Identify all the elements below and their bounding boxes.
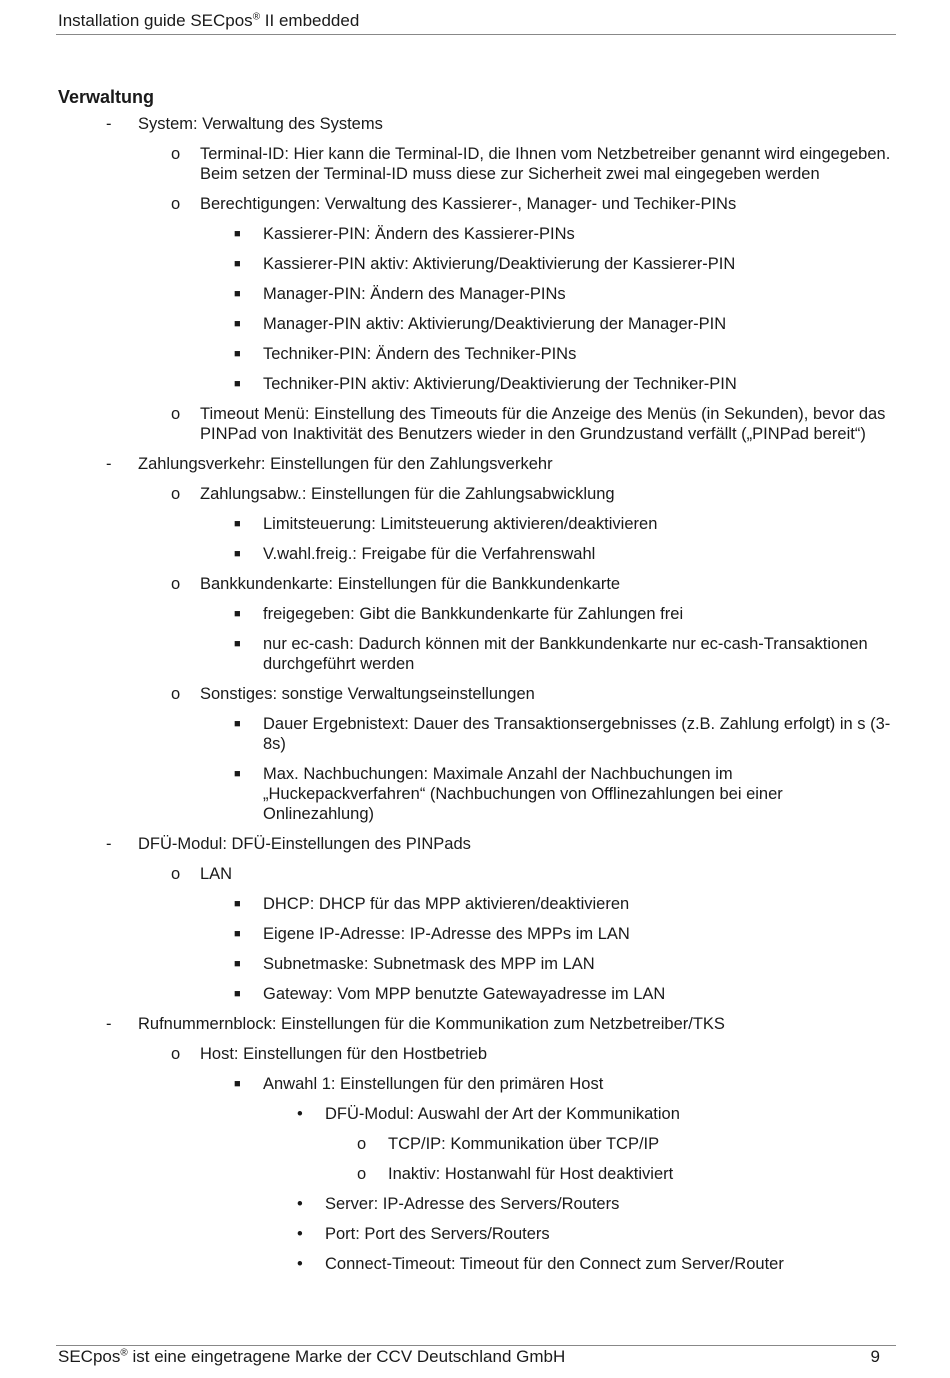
list-item: [0, 224, 950, 244]
header-prefix: Installation guide SECpos: [58, 11, 253, 30]
list-item-text: Timeout Menü: Einstellung des Timeouts für die Anzeige des Menüs (in Sekunden), bevor das PINPad von Inaktivität des Benutzers wieder in den Grundzustand verfällt („PINPad bereit“): [200, 405, 886, 443]
list-item: [0, 404, 950, 444]
list-marker: o: [171, 865, 181, 883]
list-item: [0, 834, 950, 854]
list-marker: o: [171, 1045, 181, 1063]
list-item-text: Anwahl 1: Einstellungen für den primären Host: [263, 1075, 604, 1093]
list-item-text: Host: Einstellungen für den Hostbetrieb: [200, 1045, 488, 1063]
list-item-text: Zahlungsabw.: Einstellungen für die Zahlungsabwicklung: [200, 485, 615, 503]
list-item-text: Eigene IP-Adresse: IP-Adresse des MPPs im LAN: [263, 925, 630, 943]
list-marker: ■: [234, 548, 241, 560]
header-suffix: II embedded: [260, 11, 360, 30]
list-marker: ■: [234, 638, 241, 650]
list-item-text: Techniker-PIN aktiv: Aktivierung/Deaktivierung der Techniker-PIN: [263, 375, 737, 393]
list-marker: ■: [234, 898, 241, 910]
list-marker: ■: [234, 378, 241, 390]
list-item-text: Manager-PIN: Ändern des Manager-PINs: [263, 285, 566, 303]
list-marker: o: [171, 405, 181, 423]
footer-divider: [56, 1345, 896, 1346]
list-item: [0, 634, 950, 674]
list-item-text: V.wahl.freig.: Freigabe für die Verfahrenswahl: [263, 545, 596, 563]
list-item-text: nur ec-cash: Dadurch können mit der Bankkundenkarte nur ec-cash-Transaktionen durchgeführt werden: [263, 635, 868, 673]
list-marker: •: [297, 1105, 303, 1123]
list-marker: ■: [234, 608, 241, 620]
list-marker: ■: [234, 228, 241, 240]
list-item-text: Sonstiges: sonstige Verwaltungseinstellungen: [200, 685, 535, 703]
list-item: [0, 604, 950, 624]
list-marker: •: [297, 1255, 303, 1273]
list-item: [0, 1074, 950, 1094]
list-item: [0, 454, 950, 474]
list-item: [0, 864, 950, 884]
list-item: [0, 284, 950, 304]
list-item: [0, 514, 950, 534]
list-item-text: Gateway: Vom MPP benutzte Gatewayadresse im LAN: [263, 985, 666, 1003]
list-item: [0, 714, 950, 754]
list-item-text: DHCP: DHCP für das MPP aktivieren/deaktivieren: [263, 895, 630, 913]
list-item: [0, 1224, 950, 1244]
page-number: 9: [870, 1347, 880, 1366]
list-item: [0, 1254, 950, 1274]
list-item: [0, 344, 950, 364]
document-body: [0, 114, 950, 1284]
footer-prefix: SECpos: [58, 1347, 121, 1366]
list-item-text: Connect-Timeout: Timeout für den Connect zum Server/Router: [325, 1255, 784, 1273]
registered-mark: ®: [252, 11, 261, 23]
list-marker: ■: [234, 988, 241, 1000]
footer-suffix: ist eine eingetragene Marke der CCV Deutschland GmbH: [127, 1347, 566, 1366]
list-marker: o: [171, 685, 181, 703]
list-item-text: Server: IP-Adresse des Servers/Routers: [325, 1195, 620, 1213]
list-item: [0, 194, 950, 214]
list-item-text: DFÜ-Modul: DFÜ-Einstellungen des PINPads: [138, 835, 471, 853]
list-item-text: TCP/IP: Kommunikation über TCP/IP: [388, 1135, 660, 1153]
list-item: [0, 374, 950, 394]
list-marker: ■: [234, 928, 241, 940]
list-marker: ■: [234, 288, 241, 300]
list-item: [0, 894, 950, 914]
list-marker: o: [357, 1165, 367, 1183]
list-marker: -: [106, 835, 112, 853]
list-item-text: freigegeben: Gibt die Bankkundenkarte für Zahlungen frei: [263, 605, 684, 623]
list-item: [0, 1194, 950, 1214]
list-item-text: Berechtigungen: Verwaltung des Kassierer-, Manager- und Techiker-PINs: [200, 195, 737, 213]
header-divider: [56, 34, 896, 35]
list-marker: ■: [234, 318, 241, 330]
page-footer: [58, 1347, 565, 1367]
list-item: [0, 544, 950, 564]
registered-mark: ®: [120, 1347, 128, 1359]
list-item: [0, 114, 950, 134]
list-item: [0, 144, 950, 184]
list-item-text: Dauer Ergebnistext: Dauer des Transaktionsergebnisses (z.B. Zahlung erfolgt) in s (3-8s): [263, 715, 891, 753]
list-marker: •: [297, 1225, 303, 1243]
list-marker: -: [106, 455, 112, 473]
list-item: [0, 924, 950, 944]
list-item-text: Zahlungsverkehr: Einstellungen für den Zahlungsverkehr: [138, 455, 553, 473]
list-item: [0, 254, 950, 274]
list-marker: ■: [234, 718, 241, 730]
list-item-text: Rufnummernblock: Einstellungen für die Kommunikation zum Netzbetreiber/TKS: [138, 1015, 725, 1033]
list-marker: •: [297, 1195, 303, 1213]
list-item-text: Kassierer-PIN: Ändern des Kassierer-PINs: [263, 225, 575, 243]
list-item: [0, 574, 950, 594]
list-item: [0, 484, 950, 504]
list-item: [0, 1044, 950, 1064]
list-item-text: Subnetmaske: Subnetmask des MPP im LAN: [263, 955, 595, 973]
list-marker: o: [357, 1135, 367, 1153]
list-marker: o: [171, 195, 181, 213]
section-heading: Verwaltung: [58, 87, 155, 107]
list-item: [0, 1014, 950, 1034]
list-item-text: Port: Port des Servers/Routers: [325, 1225, 550, 1243]
list-item: [0, 684, 950, 704]
list-marker: -: [106, 1015, 112, 1033]
list-marker: ■: [234, 768, 241, 780]
list-item: [0, 984, 950, 1004]
list-item-text: Limitsteuerung: Limitsteuerung aktivieren/deaktivieren: [263, 515, 658, 533]
list-marker: o: [171, 575, 181, 593]
list-marker: ■: [234, 348, 241, 360]
list-item-text: Kassierer-PIN aktiv: Aktivierung/Deaktivierung der Kassierer-PIN: [263, 255, 736, 273]
list-marker: ■: [234, 958, 241, 970]
list-marker: ■: [234, 518, 241, 530]
list-item: [0, 1134, 950, 1154]
list-marker: ■: [234, 1078, 241, 1090]
list-item-text: Inaktiv: Hostanwahl für Host deaktiviert: [388, 1165, 674, 1183]
list-item-text: Manager-PIN aktiv: Aktivierung/Deaktivierung der Manager-PIN: [263, 315, 727, 333]
page-header: [58, 11, 359, 31]
list-item: [0, 954, 950, 974]
list-marker: -: [106, 115, 112, 133]
list-marker: o: [171, 485, 181, 503]
list-item-text: Techniker-PIN: Ändern des Techniker-PINs: [263, 345, 577, 363]
list-item: [0, 1164, 950, 1184]
list-item-text: Bankkundenkarte: Einstellungen für die Bankkundenkarte: [200, 575, 621, 593]
list-item-text: System: Verwaltung des Systems: [138, 115, 383, 133]
list-item: [0, 764, 950, 824]
list-item: [0, 314, 950, 334]
list-item-text: LAN: [200, 865, 233, 883]
list-item-text: DFÜ-Modul: Auswahl der Art der Kommunikation: [325, 1105, 680, 1123]
list-item-text: Terminal-ID: Hier kann die Terminal-ID, die Ihnen vom Netzbetreiber genannt wird eingegeben. Beim setzen der Terminal-ID muss diese zur Sicherheit zwei mal eingegeben werden: [200, 145, 891, 183]
list-marker: o: [171, 145, 181, 163]
list-marker: ■: [234, 258, 241, 270]
list-item-text: Max. Nachbuchungen: Maximale Anzahl der Nachbuchungen im „Huckepackverfahren“ (Nachbuchungen von Offlinezahlungen bei einer Onlinezahlung): [263, 765, 783, 823]
list-item: [0, 1104, 950, 1124]
